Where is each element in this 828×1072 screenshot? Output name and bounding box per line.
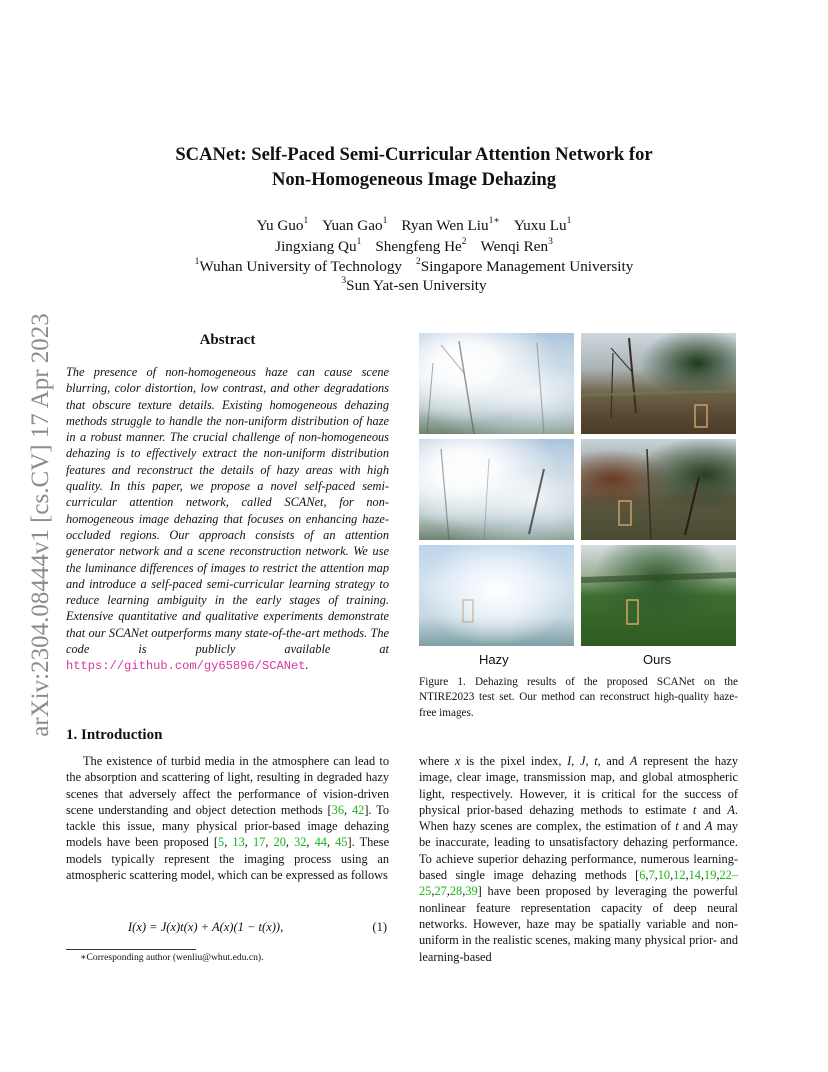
citation-link[interactable]: 45 xyxy=(335,835,348,850)
scene-details xyxy=(581,439,736,540)
title-line-2: Non-Homogeneous Image Dehazing xyxy=(271,169,557,190)
author-affiliation-mark: 1 xyxy=(566,215,572,226)
affiliation-line-1 xyxy=(120,257,708,276)
affiliation-name: Singapore Management University xyxy=(420,258,634,275)
text-run: where xyxy=(419,754,455,768)
text-run: is the pixel index, xyxy=(460,754,568,768)
citation-link[interactable]: 5 xyxy=(218,835,225,850)
tree-silhouettes xyxy=(419,439,574,540)
tree-silhouettes xyxy=(419,333,574,434)
dehazed-image-2 xyxy=(581,439,736,540)
math-variable: t xyxy=(594,754,598,768)
citation-link[interactable]: 14 xyxy=(688,868,701,883)
author-name: Jingxiang Qu xyxy=(275,238,357,255)
citation-link[interactable]: 7 xyxy=(648,868,655,883)
math-variable: J xyxy=(579,754,586,768)
scene-details xyxy=(581,333,736,434)
affiliation-line-2 xyxy=(120,276,708,295)
text-run: , xyxy=(571,754,580,768)
citation-link[interactable]: 27 xyxy=(434,884,447,899)
math-variable: t xyxy=(675,819,679,834)
paper-title xyxy=(120,142,708,192)
citation-link[interactable]: 6 xyxy=(639,868,646,883)
citation-link[interactable]: 10 xyxy=(657,868,671,883)
intro-text-a: The existence of turbid media in the atmosphere can lead to the absorption and scattering of light, resulting in degraded hazy scenes that adversely affect the performance of vision-driven scene understanding and object detection methods [ xyxy=(66,754,389,817)
author-line-2 xyxy=(120,237,708,256)
equation-1 xyxy=(66,920,389,938)
hazy-image-3 xyxy=(419,545,574,646)
introduction-text: The existence of turbid media in the atmosphere can lead to the absorption and scattering of light, resulting in degraded hazy scenes that adversely affect the performance of vision-driven scene understanding and object detection methods [36, 42]. To tackle this issue, many physical prior-based image dehazing models have been proposed [5, 13, 17, 20, 32, 44, 45]. These models typically represent the imaging process using an atmospheric scattering model, which can be expressed as follows xyxy=(66,754,390,883)
equation-number: (1) xyxy=(372,920,387,934)
affiliation-mark: 3 xyxy=(341,275,347,286)
author-affiliation-mark: 1 xyxy=(356,236,362,247)
dehazed-image-1 xyxy=(581,333,736,434)
figure-label-ours: Ours xyxy=(643,652,672,667)
equation-expression: I(x) = J(x)t(x) + A(x)(1 − t(x)), xyxy=(128,920,284,934)
citation-link[interactable]: 17 xyxy=(252,835,266,850)
author-name: Yu Guo xyxy=(256,217,304,234)
right-column-text: where x is the pixel index, I, J, t, and A represent the hazy image, clear image, transmission map, and global atmospheric light, respectively. However, it is critical for the success of physical prior-based dehazing methods to estimate t and A. When hazy scenes are complex, the estimation of t and A may be inaccurate, leading to unsatisfactory dehazing performance. To achieve superior dehazing performance, numerous learning-based single image dehazing methods [6,7,10,12,14,19,22–25,27,28,39] have been proposed by leveraging the powerful nonlinear feature representation capacity of deep neural networks. However, haze may be spatially variable and non-uniform in the realistic scenes, making many physical prior- and learning-based xyxy=(419,754,739,964)
intro-text-c: ]. These models typically represent the imaging process using an atmospheric scattering model, which can be expressed as follows xyxy=(66,835,390,883)
text-run: , and xyxy=(597,754,630,768)
math-variable: A xyxy=(629,754,638,768)
hazy-image-2 xyxy=(419,439,574,540)
citation-link[interactable]: 19 xyxy=(704,868,717,883)
text-run: represent the hazy image, clear image, transmission map, and global atmospheric light, respectively. However, it is critical for the success of physical prior-based dehazing methods to estimate xyxy=(419,754,739,817)
author-affiliation-mark: 3 xyxy=(548,236,553,247)
arxiv-stamp: arXiv:2304.08444v1 [cs.CV] 17 Apr 2023 xyxy=(27,313,54,737)
text-run: ] have been proposed by leveraging the powerful nonlinear feature representation capacity of deep neural networks. However, haze may be spatially variable and non-uniform in the realistic scenes, making many physical prior- and learning-based xyxy=(419,884,738,964)
author-name: Yuxu Lu xyxy=(513,217,567,234)
scene-details xyxy=(419,545,574,646)
citation-link[interactable]: 13 xyxy=(232,835,245,850)
text-run: . When hazy scenes are complex, the estimation of xyxy=(419,802,738,834)
citation-link[interactable]: 36 xyxy=(331,802,345,817)
figure-1 xyxy=(419,333,738,649)
author-name: Ryan Wen Liu xyxy=(401,217,489,234)
abstract-end: . xyxy=(305,658,309,673)
citation-link[interactable]: 32 xyxy=(294,835,307,850)
introduction-heading: 1. Introduction xyxy=(66,727,163,743)
text-run: may be inaccurate, leading to unsatisfactory dehazing performance. To achieve superior dehazing performance, numerous learning-based single image dehazing methods [ xyxy=(419,819,738,883)
author-line-1 xyxy=(120,216,708,235)
title-line-1: SCANet: Self-Paced Semi-Curricular Attention Network for xyxy=(175,144,653,165)
author-name: Wenqi Ren xyxy=(480,238,549,255)
citation-link[interactable]: 12 xyxy=(673,868,686,883)
figure-label-hazy: Hazy xyxy=(479,652,509,667)
affiliation-mark: 2 xyxy=(416,256,421,267)
citation-link[interactable]: 20 xyxy=(273,835,286,850)
abstract-body: The presence of non-homogeneous haze can cause scene blurring, color distortion, low contrast, and other degradations that obscure texture details. Existing homogeneous dehazing methods struggle to handle the non-uniform distribution of haze in a robust manner. The crucial challenge of non-homogeneous dehazing is to effectively extract the non-uniform distribution features and reconstruct the details of hazy areas with high quality. In this paper, we propose a novel self-paced semi-curricular attention network, called SCANet, for non-homogeneous image dehazing that focuses on enhancing haze-occluded regions. Our approach consists of an attention generator network and a scene reconstruction network. We use the luminance differences of images to restrict the attention map and introduce a self-paced semi-curricular learning strategy to reduce learning ambiguity in the early stages of training. Extensive quantitative and qualitative experiments demonstrate that our SCANet outperforms many state-of-the-art methods. The code is publicly available at xyxy=(66,365,389,657)
intro-text-b: ]. To tackle this issue, many physical prior-based image dehazing models have been proposed [ xyxy=(66,802,389,850)
author-name: Shengfeng He xyxy=(375,238,462,255)
citation-link[interactable]: 22–25 xyxy=(419,868,738,899)
footnote-divider xyxy=(66,949,196,950)
author-affiliation-mark: 1 xyxy=(382,215,388,226)
abstract-text xyxy=(66,364,389,675)
affiliation-name: Wuhan University of Technology xyxy=(199,258,403,275)
citation-link[interactable]: 39 xyxy=(465,884,478,899)
abstract-heading: Abstract xyxy=(199,332,256,348)
citation-link[interactable]: 44 xyxy=(314,835,327,850)
dehazed-image-3 xyxy=(581,545,736,646)
citation-link[interactable]: 28 xyxy=(449,884,463,899)
author-affiliation-mark: 2 xyxy=(461,236,467,247)
text-run: and xyxy=(696,802,728,817)
code-link[interactable]: https://github.com/gy65896/SCANet xyxy=(66,659,306,674)
math-variable: x xyxy=(454,754,461,768)
author-affiliation-mark: 1 xyxy=(303,215,309,226)
author-name: Yuan Gao xyxy=(322,217,383,234)
author-affiliation-mark: 1∗ xyxy=(488,215,500,226)
math-variable: t xyxy=(692,802,697,817)
math-variable: I xyxy=(567,754,572,768)
scene-details xyxy=(581,545,736,646)
affiliation-name: Sun Yat-sen University xyxy=(346,277,487,294)
citation-link[interactable]: 42 xyxy=(351,802,365,817)
math-variable: A xyxy=(727,802,735,817)
footnote: ∗Corresponding author (wenliu@whut.edu.cn). xyxy=(80,952,264,963)
text-run: , xyxy=(585,754,595,768)
figure-caption: Figure 1. Dehazing results of the proposed SCANet on the NTIRE2023 test set. Our method can reconstruct high-quality haze-free images. xyxy=(419,676,738,719)
math-variable: A xyxy=(704,819,713,834)
affiliation-mark: 1 xyxy=(194,256,200,267)
text-run: and xyxy=(678,819,705,834)
hazy-image-1 xyxy=(419,333,574,434)
